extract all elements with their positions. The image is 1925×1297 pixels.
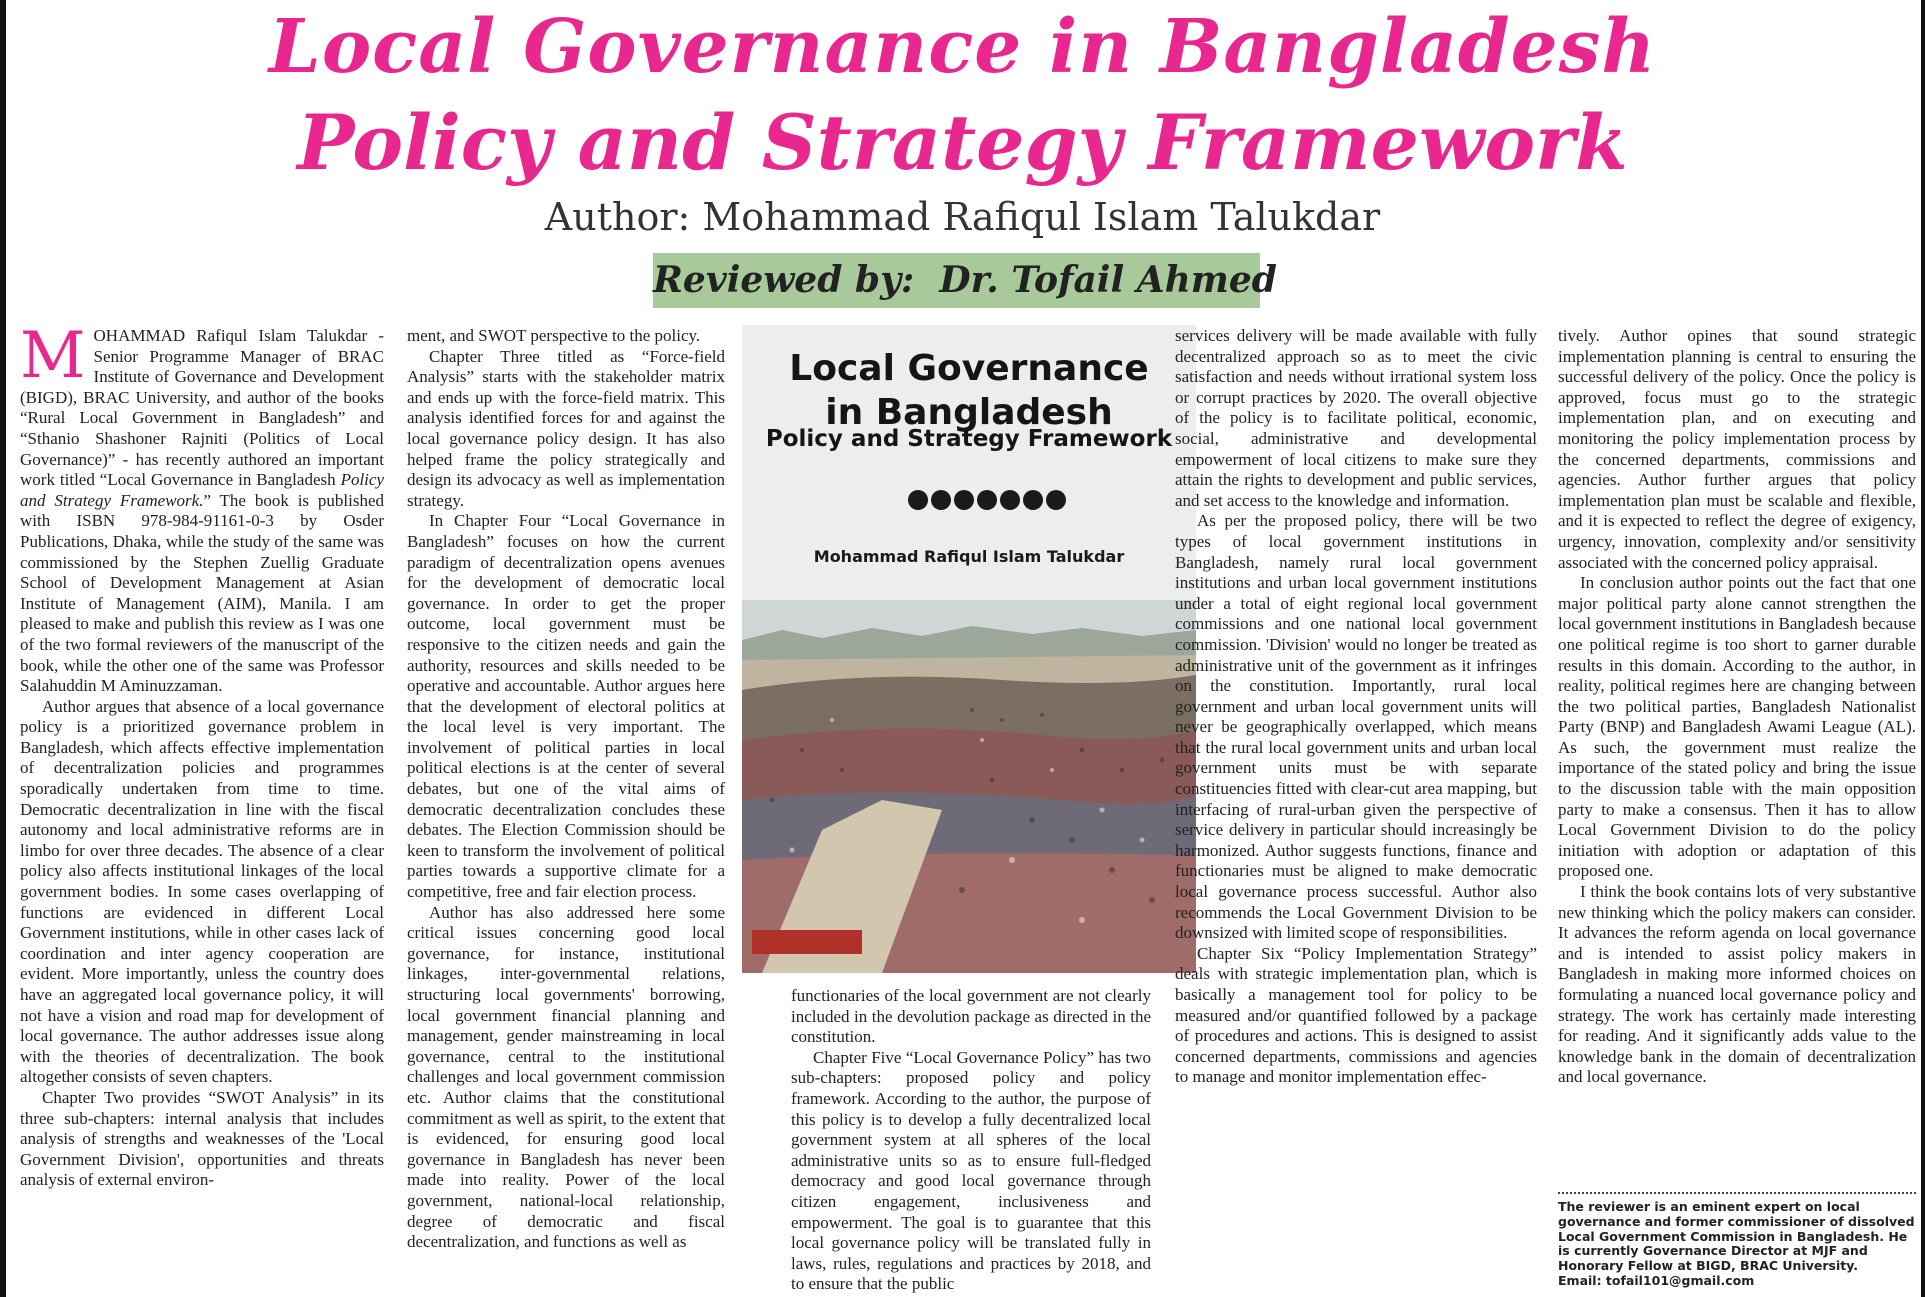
reviewer-email[interactable]: Email: tofail101@gmail.com — [1558, 1272, 1755, 1288]
cover-author: Mohammad Rafiqul Islam Talukdar — [813, 547, 1125, 566]
paragraph: In Chapter Four “Local Governance in Bangladesh” focuses on how the current paradigm of decentralization opens avenues for the development of democratic local governance. In order to get the proper outcome, local government must be responsive to the citizen needs and gain the authority, resources and skills needed to be operative and accountable. Author argues here that the development of electoral politics at the local level is very important. The involvement of political parties in local political elections is at the center of several debates, but one of the vital aims of democratic decentralization concludes these debates. The Election Commission should be keen to transform the involvement of political parties towards a supportive climate for a competitive, free and fair election process. — [407, 511, 725, 902]
paragraph: In conclusion author points out the fact that one major political party alone cannot strengthen the local government institutions in Bangladesh because one political regime is too short to garner durable results in this domain. According to the author, in reality, political regimes here are changing between the two political parties, Bangladesh Nationalist Party (BNP) and Bangladesh Awami League (AL). As such, the government must realize the importance of the stated policy and bring the issue to the discussion table with the main opposition party to make a consensus. Then it has to allow Local Government Division to do the policy initiation with adoption or adaptation of this proposed one. — [1558, 573, 1916, 881]
paragraph: I think the book contains lots of very substantive new thinking which the policy makers can consider. It advances the reform agenda on local governance and is intended to assist policy makers in Bangladesh in making more informed choices on formulating a nuanced local governance policy and strategy. The work has certainly made interesting for reading. And it significantly adds value to the knowledge bank in the domain of decentralization and local governance. — [1558, 882, 1916, 1087]
headline-subtitle: Policy and Strategy Framework — [297, 98, 1628, 187]
book-cover-image — [742, 325, 1196, 973]
article-column-5 — [1558, 326, 1916, 1088]
paragraph: functionaries of the local government are not clearly included in the devolution package as directed in the constitution. — [791, 986, 1151, 1047]
reviewed-by-banner: Reviewed by: Dr. Tofail Ahmed — [653, 253, 1260, 308]
article-column-3 — [791, 986, 1151, 1295]
drop-cap: M — [20, 319, 86, 393]
note-divider — [1558, 1192, 1916, 1194]
reviewer-bio: The reviewer is an eminent expert on local governance and former commissioner of dissolved Local Government Commission in Bangladesh. He is currently Governance Director at MJF and Honorary Fellow at BIGD, BRAC University. — [1558, 1199, 1915, 1274]
paragraph: Author argues that absence of a local governance policy is a prioritized governance problem in Bangladesh, which affects effective implementation of decentralization policies and programmes sporadically undertaken from time to time. Democratic decentralization in line with the fiscal autonomy and local administrative reforms are in limbo for over three decades. The absence of a clear policy also affects institutional linkages of the local government bodies. In some cases overlapping of functions are evidenced in different Local Government institutions, while in other cases lack of coordination and inter agency cooperation are evident. More importantly, unless the country does have an aggregated local governance policy, it will not have a vision and road map for development of local governance. The author addresses issue along with the theories of decentralization. The book altogether consists of seven chapters. — [20, 696, 384, 1087]
cover-dots-ornament — [908, 490, 1069, 514]
book-title-italic: Policy and Strategy Framework. — [20, 470, 384, 510]
paragraph: ment, and SWOT perspective to the policy. — [407, 326, 701, 345]
paragraph: Chapter Three titled as “Force-field Analysis” starts with the stakeholder matrix and ends up with the force-field matrix. This analysis identified forces for and against the local governance policy design. It has also helped frame the policy strategically and design its advocacy as well as implementation strategy. — [407, 346, 725, 510]
article-column-4 — [1175, 326, 1537, 1088]
headline-title: Local Governance in Bangladesh — [268, 4, 1657, 90]
paragraph-lead-rest: ” The book is published with ISBN 978-984-91161-0-3 by Osder Publications, Dhaka, while the study of the same was commissioned by the Stephen Zuellig Graduate School of Development Management at Asian Institute of Management (AIM), Manila. I am pleased to make and publish this review as I was one of the two formal reviewers of the manuscript of the book, while the other one of the same was Professor Salahuddin M Aminuzzaman. — [20, 490, 384, 696]
byline-author: Author: Mohammad Rafiqul Islam Talukdar — [544, 195, 1381, 239]
paragraph: Chapter Six “Policy Implementation Strategy” deals with strategic implementation plan, which is basically a management tool for policy to be measured and/or quantified followed by a package of procedures and actions. This is designed to assist concerned departments, commissions and agencies to manage and monitor implementation effec- — [1175, 943, 1537, 1087]
reviewer-note — [1558, 1200, 1918, 1289]
paragraph: Author has also addressed here some critical issues concerning good local governance, for instance, institutional linkages, inter-governmental relations, structuring local governments' borrowing, local government financial planning and management, gender mainstreaming in local governance, central to the institutional challenges and local government commission etc. Author claims that the constitutional commitment as well as spirit, to the extent that is evidenced, for ensuring good local governance in Bangladesh has never been made into reality. Power of the local government, national-local relationship, degree of democratic and fiscal decentralization, and functions as well as — [407, 902, 725, 1252]
article-column-1 — [20, 319, 384, 1191]
article-column-2 — [407, 326, 725, 1253]
crowd-photo — [742, 600, 1196, 973]
paragraph: Chapter Two provides “SWOT Analysis” in its three sub-chapters: internal analysis that includes analysis of strengths and weaknesses of the 'Local Government Division', opportunities and threats analysis of external environ- — [20, 1087, 384, 1190]
paragraph: Chapter Five “Local Governance Policy” has two sub-chapters: proposed policy and policy framework. According to the author, the purpose of this policy is to develop a fully decentralized local government system at all spheres of the local administrative units so as to ensure full-fledged democracy and good local governance through citizen engagement, inclusiveness and empowerment. The goal is to guarantee that this local governance policy will be translated fully in laws, rules, regulations and practices by 2018, and to ensure that the public — [791, 1047, 1151, 1294]
cover-title: Local Governance in Bangladesh — [789, 348, 1149, 433]
paragraph: tively. Author opines that sound strategic implementation planning is central to ensuring the successful delivery of the policy. Once the policy is approved, focus must go to the strategic implementation plan, and on executing and monitoring the policy implementation process by the concerned departments, commissions and agencies. Author further argues that policy implementation plan must be scalable and flexible, and it is expected to reflect the degree of exigency, urgency, innovation, complexity and/or sensitivity associated with the concerned policy appraisal. — [1558, 326, 1916, 572]
paragraph: services delivery will be made available with fully decentralized approach so as to meet the civic satisfaction and needs without irrational system loss or corrupt practices by 2020. The overall objective of the policy is to facilitate political, economic, social, administrative and developmental empowerment of local citizens to make sure they attain the rights to development and public services, and set access to the knowledge and information. — [1175, 326, 1537, 510]
paragraph-lead: OHAMMAD Rafiqul Islam Talukdar - Senior Programme Manager of BRAC Institute of Governance and Development (BIGD), BRAC University, and author of the books “Rural Local Government in Bangladesh” and “Sthanio Shashoner Rajniti (Politics of Local Governance)” - has recently authored an important work titled “Local Governance in Bangladesh — [20, 326, 384, 490]
paragraph: As per the proposed policy, there will be two types of local government institutions in Bangladesh, namely rural local government institutions and urban local government institutions under a total of eight regional local government commissions and one national local government commission. 'Division' would no longer be treated as administrative unit of the government as it infringes on the constitution. Importantly, rural local government and urban local government units will never be geographically overlapped, which means that the rural local government units and urban local government units must be with separate constituencies fitted with clear-cut area mapping, but interfacing of rural-urban given the perspective of service delivery in particular should increasingly be harmonized. Author suggests functions, finance and functionaries must be aligned to make democratic local governance process successful. Author also recommends the Local Government Division to be downsized with limited scope of responsibilities. — [1175, 511, 1537, 943]
cover-subtitle: Policy and Strategy Framework — [765, 426, 1173, 452]
